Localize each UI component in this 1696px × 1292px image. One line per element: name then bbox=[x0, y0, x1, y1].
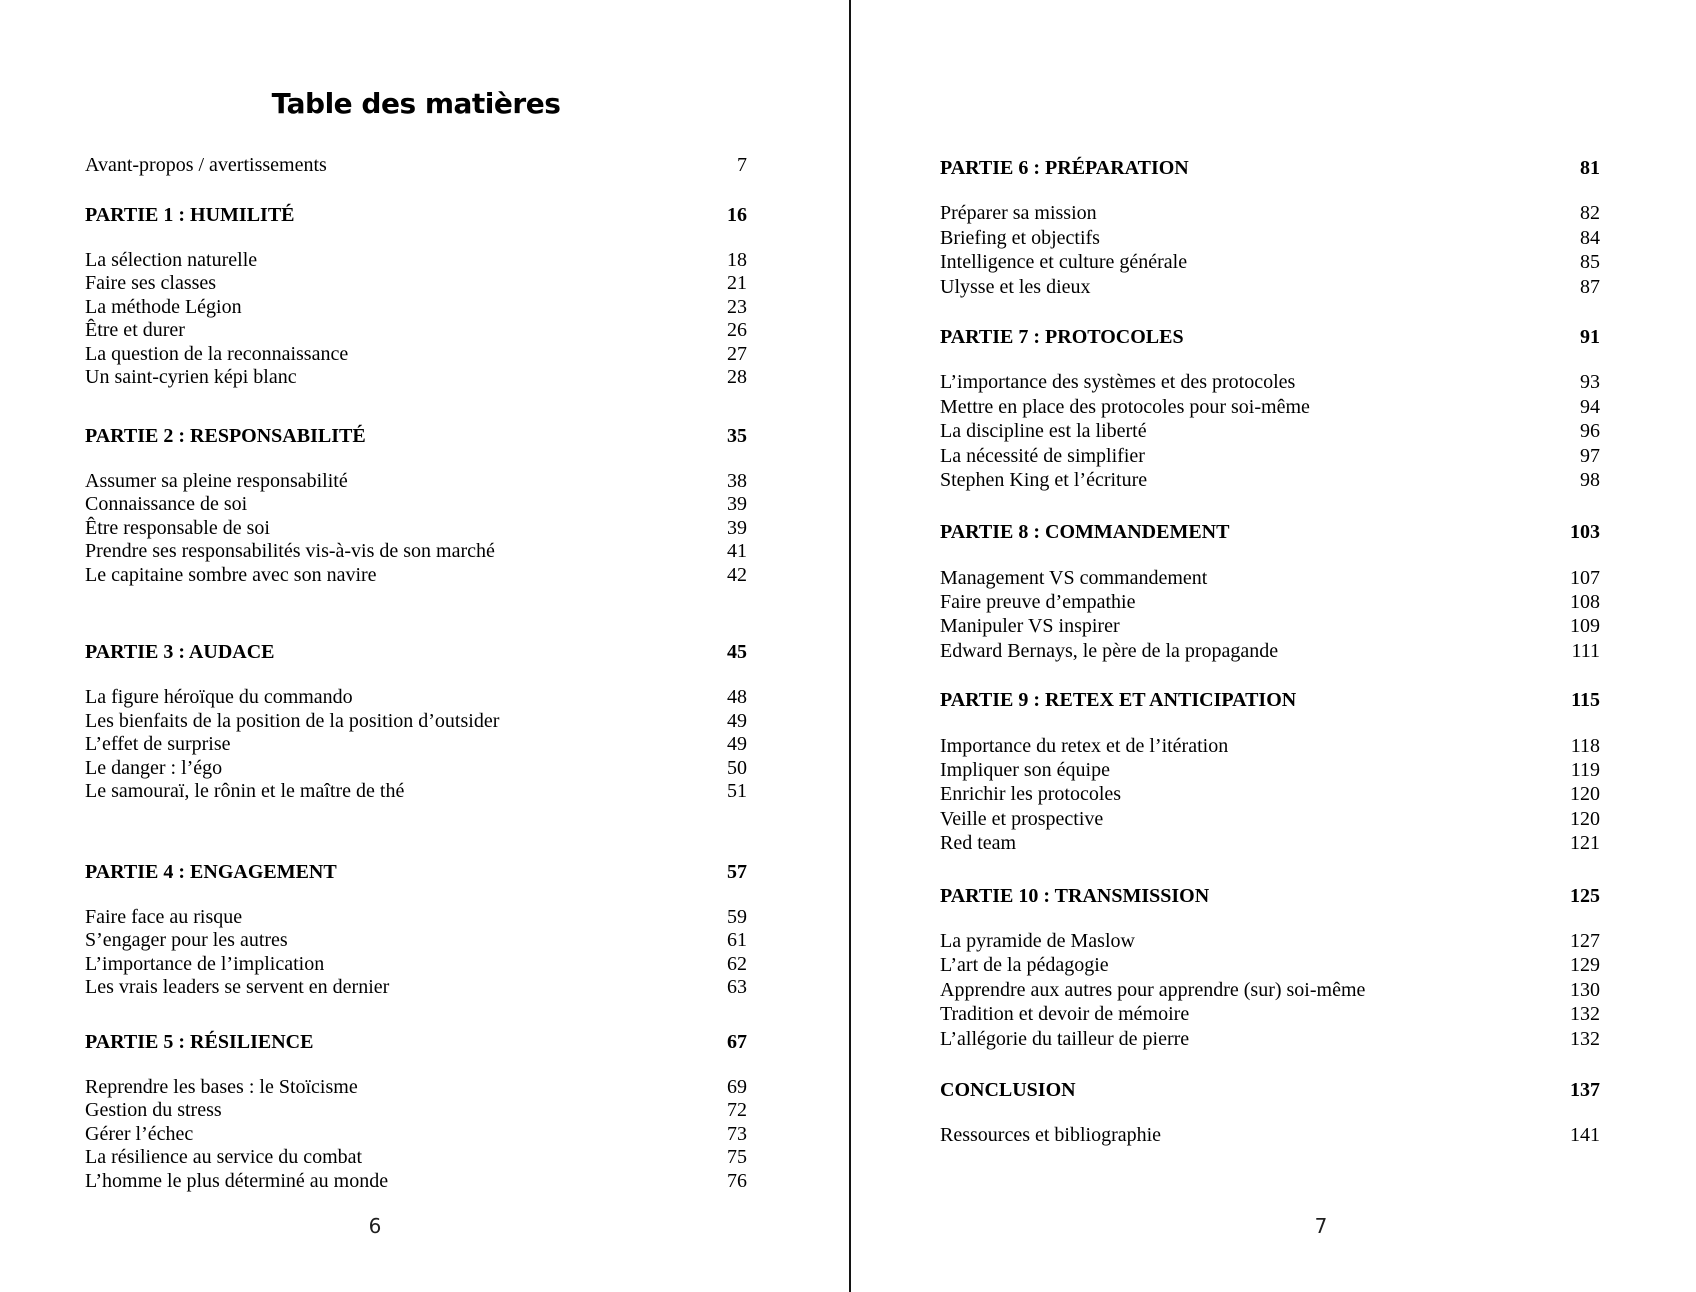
toc-section-heading-row bbox=[940, 884, 1600, 908]
toc-entry-row bbox=[85, 493, 747, 517]
toc-entry-page-number: 69 bbox=[727, 1075, 747, 1098]
right-page bbox=[851, 0, 1696, 1292]
toc-entry-row bbox=[85, 319, 747, 343]
toc-entry-page-number: 82 bbox=[1580, 202, 1600, 225]
toc-entry-page-number: 67 bbox=[727, 1030, 747, 1053]
toc-entry-page-number: 75 bbox=[727, 1146, 747, 1168]
toc-entry-row bbox=[940, 782, 1600, 806]
toc-entry-row bbox=[940, 758, 1600, 782]
toc-entry-label: Impliquer son équipe bbox=[940, 759, 1110, 782]
toc-entry-page-number: 63 bbox=[727, 976, 747, 998]
toc-entry-label: L’art de la pédagogie bbox=[940, 954, 1109, 977]
toc-entry-page-number: 125 bbox=[1570, 884, 1600, 907]
toc-entry-label: Edward Bernays, le père de la propagande bbox=[940, 639, 1279, 662]
toc-entry-page-number: 93 bbox=[1580, 371, 1600, 394]
toc-entry-page-number: 109 bbox=[1570, 615, 1600, 638]
toc-entry-label: La discipline est la liberté bbox=[940, 420, 1147, 443]
toc-entry-label: Ulysse et les dieux bbox=[940, 275, 1091, 298]
toc-entry-label: Assumer sa pleine responsabilité bbox=[85, 469, 348, 492]
toc-entry-page-number: 51 bbox=[727, 780, 747, 802]
toc-entry-label: Préparer sa mission bbox=[940, 202, 1097, 225]
toc-entry-row bbox=[85, 976, 747, 1000]
toc-entry-label: Management VS commandement bbox=[940, 566, 1208, 589]
toc-entry-label: L’allégorie du tailleur de pierre bbox=[940, 1027, 1190, 1050]
toc-section-heading-row bbox=[940, 156, 1600, 180]
toc-section-heading-label: PARTIE 9 : RETEX ET ANTICIPATION bbox=[940, 689, 1297, 712]
toc-entry-row bbox=[85, 296, 747, 320]
toc-entry-row bbox=[940, 275, 1600, 299]
toc-entry-row bbox=[85, 757, 747, 781]
toc-entry-label: Apprendre aux autres pour apprendre (sur) soi-même bbox=[940, 978, 1366, 1001]
toc-entry-row bbox=[940, 201, 1600, 225]
toc-entry-page-number: 28 bbox=[727, 366, 747, 388]
page-title: Table des matières bbox=[271, 87, 561, 120]
toc-entry-label: Stephen King et l’écriture bbox=[940, 468, 1148, 491]
page-divider-line bbox=[849, 0, 851, 1292]
toc-entry-label: Reprendre les bases : le Stoïcisme bbox=[85, 1075, 358, 1098]
toc-entry-page-number: 129 bbox=[1570, 954, 1600, 977]
toc-entry-row bbox=[85, 1170, 747, 1194]
toc-entry-page-number: 127 bbox=[1570, 929, 1600, 952]
toc-entry-label: L’importance de l’implication bbox=[85, 952, 325, 975]
toc-entry-row bbox=[940, 734, 1600, 758]
toc-entry-row bbox=[85, 366, 747, 390]
toc-entry-label: Red team bbox=[940, 832, 1017, 855]
toc-entry-page-number: 132 bbox=[1570, 1003, 1600, 1026]
toc-entry-page-number: 108 bbox=[1570, 591, 1600, 614]
toc-entry-page-number: 115 bbox=[1571, 689, 1600, 712]
toc-section-heading-label: PARTIE 1 : HUMILITÉ bbox=[85, 203, 295, 226]
toc-section-heading-label: PARTIE 6 : PRÉPARATION bbox=[940, 157, 1189, 179]
toc-entry-row bbox=[940, 929, 1600, 953]
toc-entry-row bbox=[85, 272, 747, 296]
toc-entry-page-number: 91 bbox=[1580, 325, 1600, 348]
toc-entry-label: L’homme le plus déterminé au monde bbox=[85, 1169, 389, 1192]
toc-entry-label: Veille et prospective bbox=[940, 807, 1104, 830]
toc-entry-row bbox=[85, 780, 747, 804]
toc-entry-row bbox=[85, 929, 747, 953]
toc-entry-row bbox=[85, 249, 747, 273]
left-folio-number: 6 bbox=[368, 1214, 382, 1238]
toc-section-heading-row bbox=[940, 520, 1600, 544]
toc-entry-page-number: 121 bbox=[1570, 832, 1600, 855]
toc-entry-page-number: 21 bbox=[727, 272, 747, 294]
toc-entry-row bbox=[940, 468, 1600, 492]
toc-entry-page-number: 39 bbox=[727, 516, 747, 539]
toc-section-heading-label: PARTIE 8 : COMMANDEMENT bbox=[940, 521, 1230, 544]
toc-section-heading-label: PARTIE 4 : ENGAGEMENT bbox=[85, 860, 337, 883]
toc-entry-page-number: 130 bbox=[1570, 978, 1600, 1001]
toc-entry-label: Faire preuve d’empathie bbox=[940, 591, 1136, 614]
toc-entry-page-number: 97 bbox=[1580, 444, 1600, 467]
toc-entry-page-number: 41 bbox=[727, 540, 747, 562]
toc-entry-page-number: 141 bbox=[1570, 1124, 1600, 1147]
toc-entry-page-number: 59 bbox=[727, 905, 747, 928]
toc-section-heading-label: PARTIE 3 : AUDACE bbox=[85, 641, 275, 663]
toc-entry-row bbox=[940, 590, 1600, 614]
toc-entry-row bbox=[940, 566, 1600, 590]
toc-section-heading-label: PARTIE 10 : TRANSMISSION bbox=[940, 884, 1210, 907]
toc-entry-page-number: 98 bbox=[1580, 468, 1600, 491]
toc-entry-label: Tradition et devoir de mémoire bbox=[940, 1003, 1190, 1026]
toc-entry-row bbox=[940, 419, 1600, 443]
toc-entry-label: Les bienfaits de la position de la position d’outsider bbox=[85, 709, 500, 732]
toc-entry-page-number: 61 bbox=[727, 929, 747, 951]
toc-entry-label: Faire ses classes bbox=[85, 272, 217, 294]
toc-section-heading-row bbox=[85, 641, 747, 665]
toc-entry-page-number: 49 bbox=[727, 733, 747, 755]
toc-entry-page-number: 57 bbox=[727, 860, 747, 883]
toc-entry-page-number: 73 bbox=[727, 1122, 747, 1145]
toc-entry-page-number: 42 bbox=[727, 563, 747, 586]
toc-entry-label: Faire face au risque bbox=[85, 905, 243, 928]
toc-entry-row bbox=[940, 1027, 1600, 1051]
toc-entry-page-number: 49 bbox=[727, 709, 747, 732]
toc-entry-page-number: 120 bbox=[1570, 807, 1600, 830]
toc-entry-page-number: 39 bbox=[727, 493, 747, 515]
right-page-column bbox=[940, 0, 1600, 1148]
toc-entry-row bbox=[85, 564, 747, 588]
toc-entry-label: Être et durer bbox=[85, 319, 185, 341]
toc-entry-page-number: 7 bbox=[737, 154, 747, 176]
toc-section-heading-label: PARTIE 5 : RÉSILIENCE bbox=[85, 1030, 314, 1053]
toc-entry-row bbox=[940, 1123, 1600, 1147]
toc-entry-row bbox=[940, 639, 1600, 663]
toc-entry-label: Le samouraï, le rônin et le maître de thé bbox=[85, 780, 405, 802]
toc-entry-page-number: 35 bbox=[727, 424, 747, 447]
toc-entry-label: La méthode Légion bbox=[85, 295, 242, 318]
toc-entry-page-number: 107 bbox=[1570, 566, 1600, 589]
toc-entry-row bbox=[940, 250, 1600, 274]
toc-entry-label: Prendre ses responsabilités vis-à-vis de son marché bbox=[85, 540, 495, 562]
toc-entry-label: Connaissance de soi bbox=[85, 493, 248, 515]
toc-entry-row bbox=[940, 614, 1600, 638]
toc-entry-label: Le danger : l’égo bbox=[85, 756, 223, 779]
toc-section-heading-row bbox=[85, 861, 747, 885]
toc-entry-row bbox=[85, 953, 747, 977]
toc-entry-page-number: 45 bbox=[727, 641, 747, 663]
toc-section-heading-row bbox=[940, 688, 1600, 712]
toc-entry-row bbox=[940, 831, 1600, 855]
toc-entry-page-number: 38 bbox=[727, 469, 747, 492]
toc-entry-row bbox=[940, 953, 1600, 977]
toc-entry-row bbox=[940, 370, 1600, 394]
toc-entry-page-number: 48 bbox=[727, 686, 747, 708]
toc-entry-label: L’effet de surprise bbox=[85, 733, 231, 755]
toc-entry-page-number: 72 bbox=[727, 1099, 747, 1121]
toc-section-heading-row bbox=[940, 325, 1600, 349]
toc-entry-row bbox=[940, 1002, 1600, 1026]
toc-entry-page-number: 16 bbox=[727, 203, 747, 226]
toc-entry-label: Mettre en place des protocoles pour soi-même bbox=[940, 395, 1310, 418]
toc-entry-page-number: 85 bbox=[1580, 251, 1600, 274]
toc-entry-row bbox=[85, 1123, 747, 1147]
toc-entry-row bbox=[85, 1099, 747, 1123]
toc-entry-row bbox=[940, 226, 1600, 250]
toc-entry-row bbox=[85, 1146, 747, 1170]
toc-entry-page-number: 81 bbox=[1580, 157, 1600, 179]
toc-entry-page-number: 26 bbox=[727, 319, 747, 341]
toc-section-heading-row bbox=[85, 204, 747, 228]
toc-section-heading-row bbox=[85, 425, 747, 449]
toc-entry-label: Les vrais leaders se servent en dernier bbox=[85, 976, 390, 998]
toc-entry-label: Importance du retex et de l’itération bbox=[940, 734, 1229, 757]
toc-entry-row bbox=[85, 343, 747, 367]
toc-entry-row bbox=[940, 807, 1600, 831]
left-page-column bbox=[85, 0, 747, 1193]
toc-entry-label: Ressources et bibliographie bbox=[940, 1124, 1162, 1147]
toc-entry-row bbox=[85, 710, 747, 734]
toc-entry-page-number: 118 bbox=[1570, 734, 1600, 757]
toc-entry-row bbox=[85, 470, 747, 494]
toc-entry-page-number: 23 bbox=[727, 295, 747, 318]
toc-section-heading-row bbox=[940, 1078, 1600, 1102]
toc-entry-page-number: 87 bbox=[1580, 275, 1600, 298]
toc-entry-page-number: 84 bbox=[1580, 226, 1600, 249]
toc-entry-page-number: 103 bbox=[1570, 521, 1600, 544]
toc-entry-row bbox=[85, 1076, 747, 1100]
toc-entry-page-number: 119 bbox=[1570, 759, 1600, 782]
toc-entry-page-number: 62 bbox=[727, 952, 747, 975]
toc-entry-label: Avant-propos / avertissements bbox=[85, 154, 327, 176]
toc-entry-label: La figure héroïque du commando bbox=[85, 686, 353, 708]
toc-entry-row bbox=[940, 978, 1600, 1002]
toc-entry-label: Enrichir les protocoles bbox=[940, 783, 1122, 806]
toc-entry-label: La nécessité de simplifier bbox=[940, 444, 1145, 467]
toc-entry-label: Briefing et objectifs bbox=[940, 226, 1100, 249]
toc-entry-row bbox=[85, 517, 747, 541]
toc-entry-page-number: 137 bbox=[1570, 1078, 1600, 1101]
toc-entry-row bbox=[85, 154, 747, 178]
toc-section-heading-label: PARTIE 2 : RESPONSABILITÉ bbox=[85, 424, 366, 447]
toc-entry-page-number: 76 bbox=[727, 1169, 747, 1192]
toc-entry-label: La pyramide de Maslow bbox=[940, 929, 1135, 952]
toc-entry-row bbox=[85, 540, 747, 564]
toc-section-heading-label: PARTIE 7 : PROTOCOLES bbox=[940, 325, 1184, 348]
toc-entry-label: S’engager pour les autres bbox=[85, 929, 288, 951]
toc-entry-page-number: 94 bbox=[1580, 395, 1600, 418]
toc-entry-label: Manipuler VS inspirer bbox=[940, 615, 1120, 638]
toc-section-heading-label: CONCLUSION bbox=[940, 1078, 1076, 1101]
toc-entry-label: Gérer l’échec bbox=[85, 1122, 194, 1145]
right-folio-number: 7 bbox=[1314, 1214, 1328, 1238]
toc-entry-label: La résilience au service du combat bbox=[85, 1146, 363, 1168]
toc-entry-page-number: 120 bbox=[1570, 783, 1600, 806]
toc-entry-label: Un saint-cyrien képi blanc bbox=[85, 366, 297, 388]
toc-entry-page-number: 96 bbox=[1580, 420, 1600, 443]
toc-entry-label: La sélection naturelle bbox=[85, 248, 258, 271]
toc-entry-label: L’importance des systèmes et des protocoles bbox=[940, 371, 1296, 394]
toc-entry-page-number: 50 bbox=[727, 756, 747, 779]
toc-entry-row bbox=[85, 733, 747, 757]
toc-entry-page-number: 111 bbox=[1571, 639, 1600, 662]
toc-section-heading-row bbox=[85, 1031, 747, 1055]
toc-entry-row bbox=[940, 444, 1600, 468]
toc-entry-label: Intelligence et culture générale bbox=[940, 251, 1188, 274]
toc-entry-label: La question de la reconnaissance bbox=[85, 342, 349, 365]
toc-entry-row bbox=[85, 686, 747, 710]
toc-entry-page-number: 27 bbox=[727, 342, 747, 365]
toc-entry-label: Le capitaine sombre avec son navire bbox=[85, 563, 377, 586]
toc-entry-page-number: 18 bbox=[727, 248, 747, 271]
toc-entry-label: Être responsable de soi bbox=[85, 516, 270, 539]
toc-entry-label: Gestion du stress bbox=[85, 1099, 222, 1121]
toc-entry-row bbox=[940, 395, 1600, 419]
toc-entry-row bbox=[85, 906, 747, 930]
toc-entry-page-number: 132 bbox=[1570, 1027, 1600, 1050]
